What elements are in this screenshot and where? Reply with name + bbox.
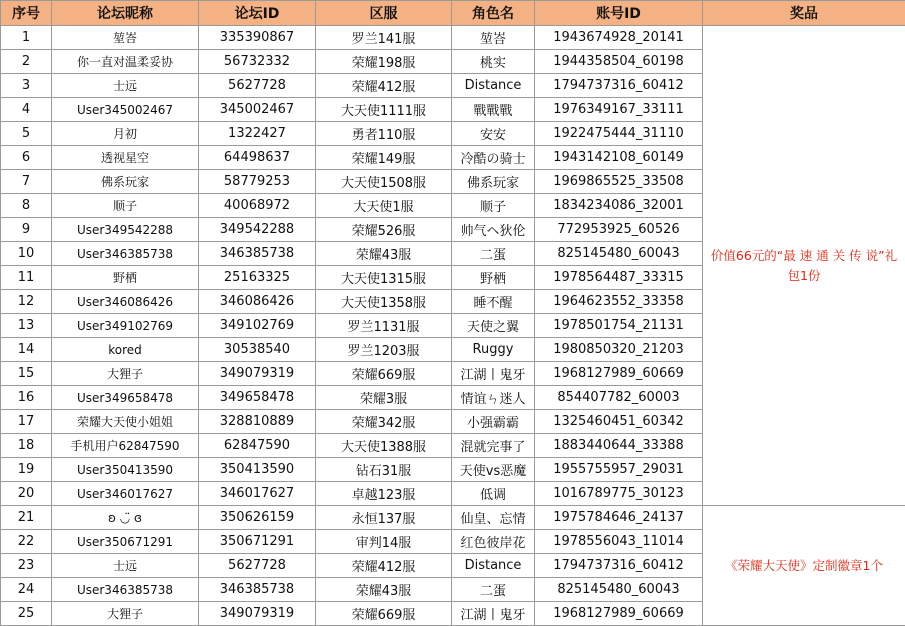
cell-server: 钻石31服 [316, 458, 452, 482]
cell-server: 勇者110服 [316, 122, 452, 146]
cell-nickname: 大狸子 [52, 362, 199, 386]
cell-forum-id: 349079319 [199, 362, 316, 386]
header-nickname: 论坛昵称 [52, 1, 199, 26]
cell-account-id: 1964623552_33358 [535, 290, 703, 314]
cell-nickname: 你一直对温柔妥协 [52, 50, 199, 74]
cell-no: 22 [1, 530, 52, 554]
cell-forum-id: 25163325 [199, 266, 316, 290]
cell-nickname: User346385738 [52, 242, 199, 266]
cell-server: 大天使1388服 [316, 434, 452, 458]
cell-role: 桃实 [452, 50, 535, 74]
cell-forum-id: 5627728 [199, 74, 316, 98]
cell-nickname: 野栖 [52, 266, 199, 290]
cell-no: 23 [1, 554, 52, 578]
cell-role: 红色彼岸花 [452, 530, 535, 554]
cell-server: 大天使1服 [316, 194, 452, 218]
cell-account-id: 1943674928_20141 [535, 26, 703, 50]
cell-nickname: ʚ ◡̈ ɞ [52, 506, 199, 530]
cell-account-id: 1968127989_60669 [535, 362, 703, 386]
cell-no: 3 [1, 74, 52, 98]
cell-no: 16 [1, 386, 52, 410]
cell-account-id: 1794737316_60412 [535, 74, 703, 98]
cell-no: 5 [1, 122, 52, 146]
cell-account-id: 1794737316_60412 [535, 554, 703, 578]
cell-forum-id: 349079319 [199, 602, 316, 626]
cell-role: 二蛋 [452, 242, 535, 266]
cell-role: 帅气ヘ狄伦 [452, 218, 535, 242]
cell-server: 荣耀43服 [316, 578, 452, 602]
cell-nickname: User345002467 [52, 98, 199, 122]
cell-forum-id: 350671291 [199, 530, 316, 554]
cell-no: 20 [1, 482, 52, 506]
cell-role: 二蛋 [452, 578, 535, 602]
cell-nickname: 大狸子 [52, 602, 199, 626]
header-no: 序号 [1, 1, 52, 26]
cell-no: 6 [1, 146, 52, 170]
cell-account-id: 1943142108_60149 [535, 146, 703, 170]
table-row [1, 506, 905, 530]
cell-no: 17 [1, 410, 52, 434]
cell-forum-id: 346385738 [199, 242, 316, 266]
cell-nickname: 士远 [52, 554, 199, 578]
cell-server: 大天使1508服 [316, 170, 452, 194]
cell-server: 大天使1358服 [316, 290, 452, 314]
cell-no: 9 [1, 218, 52, 242]
cell-nickname: 堃峇 [52, 26, 199, 50]
header-row [1, 1, 905, 26]
cell-account-id: 1834234086_32001 [535, 194, 703, 218]
cell-role: 小强霸霸 [452, 410, 535, 434]
cell-nickname: 佛系玩家 [52, 170, 199, 194]
cell-no: 19 [1, 458, 52, 482]
cell-no: 10 [1, 242, 52, 266]
cell-account-id: 1922475444_31110 [535, 122, 703, 146]
cell-no: 24 [1, 578, 52, 602]
cell-account-id: 1978564487_33315 [535, 266, 703, 290]
cell-no: 2 [1, 50, 52, 74]
cell-nickname: 透视星空 [52, 146, 199, 170]
cell-account-id: 1978501754_21131 [535, 314, 703, 338]
cell-server: 荣耀43服 [316, 242, 452, 266]
cell-role: 佛系玩家 [452, 170, 535, 194]
cell-nickname: 手机用户62847590 [52, 434, 199, 458]
cell-no: 11 [1, 266, 52, 290]
cell-nickname: User350413590 [52, 458, 199, 482]
cell-nickname: 月初 [52, 122, 199, 146]
cell-account-id: 854407782_60003 [535, 386, 703, 410]
cell-forum-id: 350413590 [199, 458, 316, 482]
cell-server: 荣耀526服 [316, 218, 452, 242]
cell-no: 12 [1, 290, 52, 314]
cell-server: 荣耀198服 [316, 50, 452, 74]
table-body [1, 26, 905, 626]
cell-forum-id: 345002467 [199, 98, 316, 122]
cell-forum-id: 64498637 [199, 146, 316, 170]
cell-nickname: User350671291 [52, 530, 199, 554]
cell-account-id: 1976349167_33111 [535, 98, 703, 122]
cell-no: 8 [1, 194, 52, 218]
cell-account-id: 1980850320_21203 [535, 338, 703, 362]
cell-forum-id: 328810889 [199, 410, 316, 434]
prize-cell: 《荣耀大天使》定制徽章1个 [703, 506, 905, 626]
cell-role: 混就完事了 [452, 434, 535, 458]
cell-nickname: User346017627 [52, 482, 199, 506]
cell-server: 大天使1111服 [316, 98, 452, 122]
cell-role: 顺子 [452, 194, 535, 218]
cell-account-id: 1325460451_60342 [535, 410, 703, 434]
cell-server: 荣耀412服 [316, 74, 452, 98]
cell-no: 14 [1, 338, 52, 362]
cell-forum-id: 346086426 [199, 290, 316, 314]
cell-server: 大天使1315服 [316, 266, 452, 290]
cell-nickname: User349542288 [52, 218, 199, 242]
cell-no: 15 [1, 362, 52, 386]
cell-nickname: User349658478 [52, 386, 199, 410]
cell-nickname: User346385738 [52, 578, 199, 602]
cell-account-id: 1955755957_29031 [535, 458, 703, 482]
cell-account-id: 1016789775_30123 [535, 482, 703, 506]
cell-server: 荣耀149服 [316, 146, 452, 170]
header-forum-id: 论坛ID [199, 1, 316, 26]
cell-no: 7 [1, 170, 52, 194]
cell-no: 21 [1, 506, 52, 530]
cell-role: 戰戰戰 [452, 98, 535, 122]
cell-server: 荣耀3服 [316, 386, 452, 410]
cell-role: 天使之翼 [452, 314, 535, 338]
cell-server: 罗兰1131服 [316, 314, 452, 338]
cell-account-id: 1883440644_33388 [535, 434, 703, 458]
cell-server: 卓越123服 [316, 482, 452, 506]
cell-nickname: User346086426 [52, 290, 199, 314]
prize-cell: 价值66元的“最 速 通 关 传 说”礼包1份 [703, 26, 905, 506]
cell-role: 天使vs恶魔 [452, 458, 535, 482]
cell-forum-id: 40068972 [199, 194, 316, 218]
cell-forum-id: 349542288 [199, 218, 316, 242]
cell-role: 低调 [452, 482, 535, 506]
cell-role: Distance [452, 74, 535, 98]
cell-server: 罗兰141服 [316, 26, 452, 50]
cell-forum-id: 349658478 [199, 386, 316, 410]
header-server: 区服 [316, 1, 452, 26]
cell-account-id: 1969865525_33508 [535, 170, 703, 194]
cell-nickname: User349102769 [52, 314, 199, 338]
cell-no: 18 [1, 434, 52, 458]
cell-role: 堃峇 [452, 26, 535, 50]
cell-no: 1 [1, 26, 52, 50]
cell-role: 安安 [452, 122, 535, 146]
cell-account-id: 1978556043_11014 [535, 530, 703, 554]
header-account-id: 账号ID [535, 1, 703, 26]
cell-server: 荣耀669服 [316, 602, 452, 626]
cell-forum-id: 335390867 [199, 26, 316, 50]
cell-role: 江湖丨鬼牙 [452, 602, 535, 626]
cell-server: 永恒137服 [316, 506, 452, 530]
cell-forum-id: 1322427 [199, 122, 316, 146]
cell-role: 野栖 [452, 266, 535, 290]
cell-server: 荣耀342服 [316, 410, 452, 434]
cell-server: 审判14服 [316, 530, 452, 554]
cell-forum-id: 350626159 [199, 506, 316, 530]
cell-forum-id: 349102769 [199, 314, 316, 338]
cell-forum-id: 5627728 [199, 554, 316, 578]
cell-no: 13 [1, 314, 52, 338]
cell-server: 荣耀412服 [316, 554, 452, 578]
cell-forum-id: 62847590 [199, 434, 316, 458]
cell-role: Distance [452, 554, 535, 578]
table-row [1, 26, 905, 50]
cell-account-id: 1975784646_24137 [535, 506, 703, 530]
header-prize: 奖品 [703, 1, 905, 26]
cell-server: 罗兰1203服 [316, 338, 452, 362]
cell-role: Ruggy [452, 338, 535, 362]
cell-nickname: 士远 [52, 74, 199, 98]
cell-forum-id: 30538540 [199, 338, 316, 362]
cell-account-id: 772953925_60526 [535, 218, 703, 242]
cell-forum-id: 346385738 [199, 578, 316, 602]
cell-role: 睡不醒 [452, 290, 535, 314]
cell-nickname: kored [52, 338, 199, 362]
cell-nickname: 荣耀大天使小姐姐 [52, 410, 199, 434]
cell-role: 江湖丨鬼牙 [452, 362, 535, 386]
cell-role: 冷酷の骑士 [452, 146, 535, 170]
cell-forum-id: 346017627 [199, 482, 316, 506]
cell-role: 情谊ㄣ迷人 [452, 386, 535, 410]
cell-no: 25 [1, 602, 52, 626]
cell-account-id: 825145480_60043 [535, 578, 703, 602]
cell-no: 4 [1, 98, 52, 122]
cell-nickname: 顺子 [52, 194, 199, 218]
cell-account-id: 1944358504_60198 [535, 50, 703, 74]
cell-account-id: 825145480_60043 [535, 242, 703, 266]
cell-forum-id: 56732332 [199, 50, 316, 74]
cell-role: 仙皇、忘情 [452, 506, 535, 530]
cell-account-id: 1968127989_60669 [535, 602, 703, 626]
cell-server: 荣耀669服 [316, 362, 452, 386]
header-role: 角色名 [452, 1, 535, 26]
cell-forum-id: 58779253 [199, 170, 316, 194]
